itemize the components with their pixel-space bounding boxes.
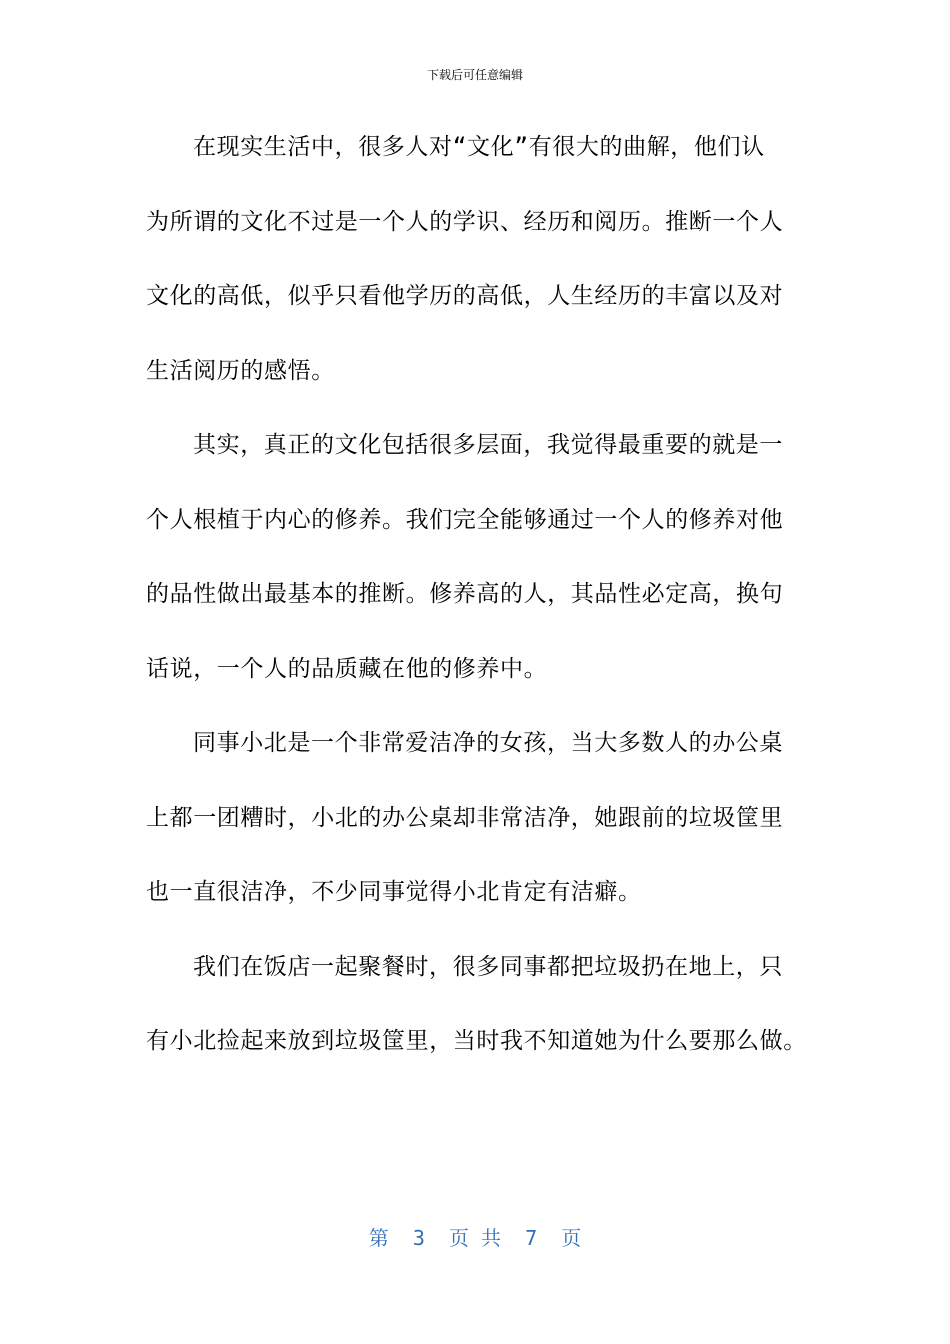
paragraph-4-line-2: 有小北捡起来放到垃圾筐里，当时我不知道她为什么要那么做。 <box>146 1028 807 1054</box>
paragraph-3-line-2: 上都一团糟时，小北的办公桌却非常洁净，她跟前的垃圾筐里 <box>146 804 784 831</box>
header-note: 下载后可任意编辑 <box>426 68 523 82</box>
paragraph-2-line-1: 其实，真正的文化包括很多层面，我觉得最重要的就是一 <box>193 432 783 458</box>
paragraph-2-line-3: 的品性做出最基本的推断。修养高的人，其品性必定高，换句 <box>146 581 784 607</box>
paragraph-2-line-2: 个人根植于内心的修养。我们完全能够通过一个人的修养对他 <box>146 506 784 533</box>
paragraph-1-line-1: 在现实生活中，很多人对“文化”有很大的曲解，他们认 <box>193 134 765 160</box>
page-number: 第 3 页 共 7 页 <box>368 1226 582 1250</box>
paragraph-2-line-4: 话说，一个人的品质藏在他的修养中。 <box>146 655 548 682</box>
paragraph-1-line-2: 为所谓的文化不过是一个人的学识、经历和阅历。推断一个人 <box>146 208 784 235</box>
document-body <box>146 127 806 1096</box>
paragraph-3-line-3: 也一直很洁净，不少同事觉得小北肯定有洁癖。 <box>146 879 642 905</box>
paragraph-4-line-1: 我们在饭店一起聚餐时，很多同事都把垃圾扔在地上，只 <box>193 953 783 980</box>
paragraph-1-line-3: 文化的高低，似乎只看他学历的高低，人生经历的丰富以及对 <box>146 283 784 309</box>
paragraph-3-line-1: 同事小北是一个非常爱洁净的女孩，当大多数人的办公桌 <box>193 730 783 756</box>
paragraph-1-line-4: 生活阅历的感悟。 <box>146 357 335 384</box>
